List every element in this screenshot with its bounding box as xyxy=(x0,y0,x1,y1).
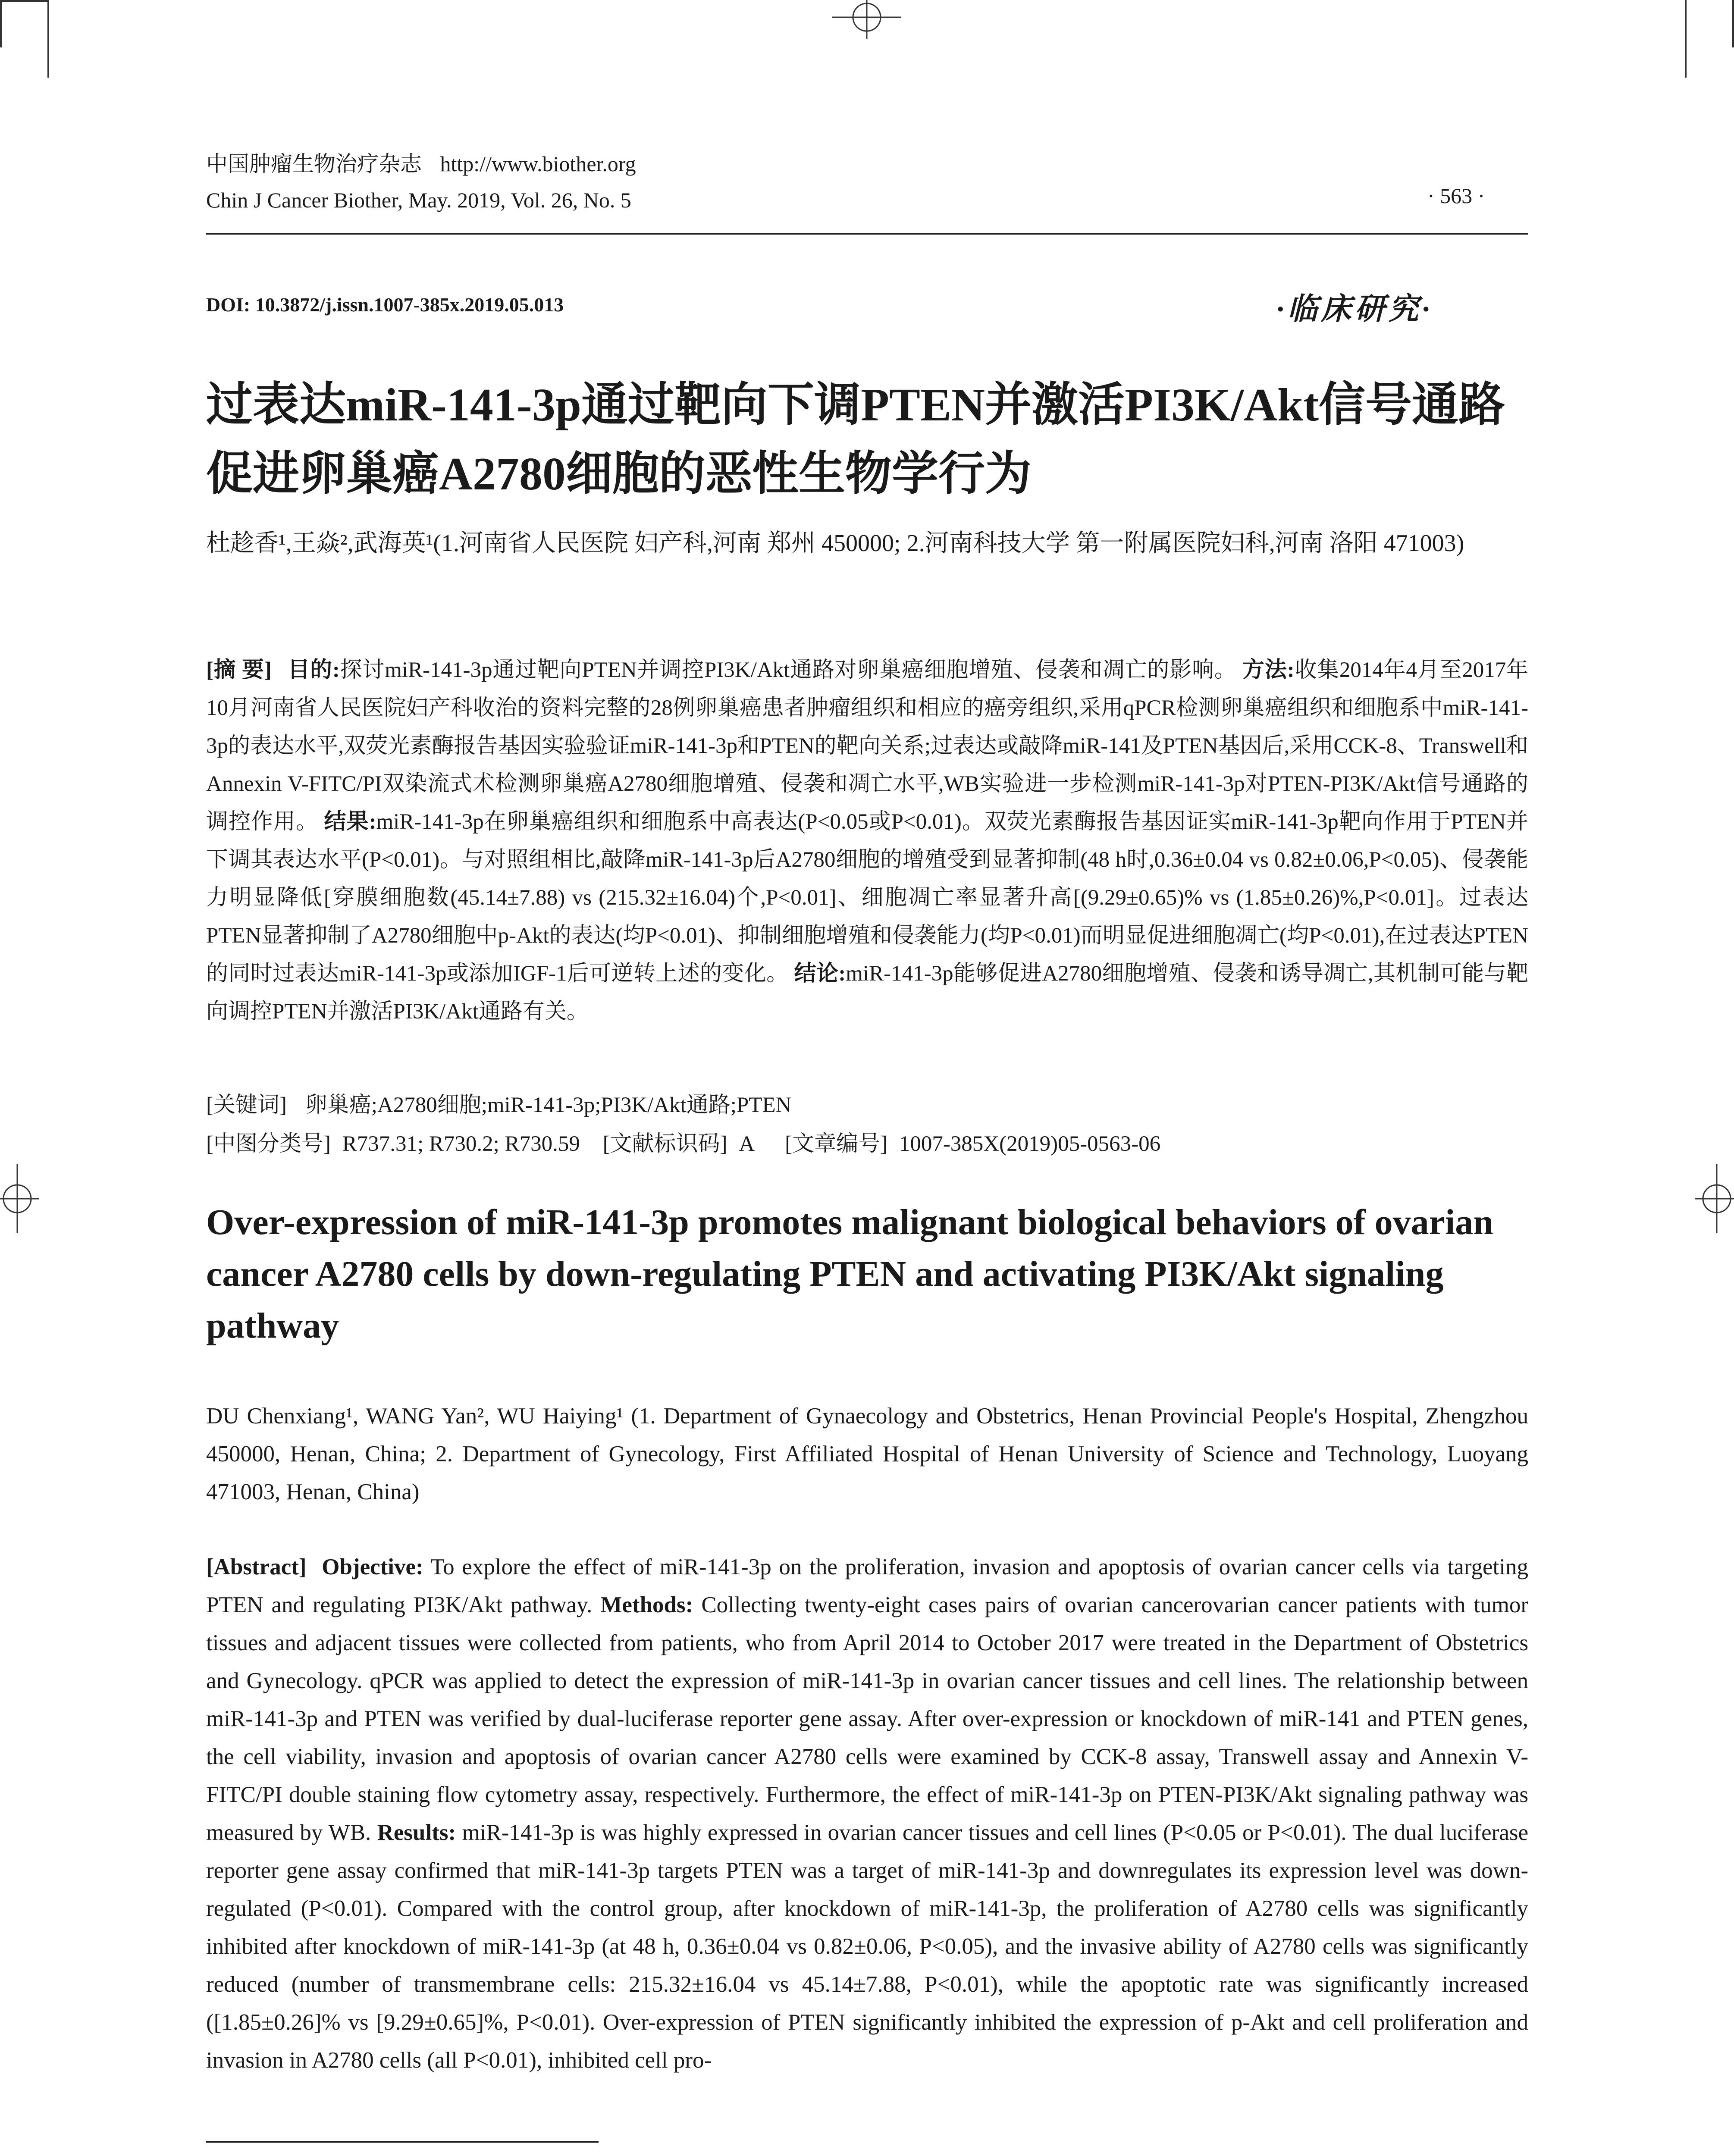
title-en: Over-expression of miR-141-3p promotes malignant biological behaviors of ovarian cancer A2780 cells by down-regulating PTEN and activating PI3K/Akt signaling pathway xyxy=(206,1202,1493,1346)
crop-mark xyxy=(1685,0,1687,78)
conclusion-label-cn: 结论: xyxy=(794,962,846,986)
article-number-label: [文章编号] xyxy=(785,1132,888,1156)
title-cn: 过表达miR-141-3p通过靶向下调PTEN并激活PI3K/Akt信号通路促进卵巢癌A2780细胞的恶性生物学行为 xyxy=(206,379,1505,500)
keywords-label: [关键词] xyxy=(206,1093,287,1117)
keywords-text: 卵巢癌;A2780细胞;miR-141-3p;PI3K/Akt通路;PTEN xyxy=(305,1093,792,1117)
registration-mark-top xyxy=(832,0,901,39)
journal-name-cn: 中国肿瘤生物治疗杂志 xyxy=(206,152,422,176)
running-header-cn xyxy=(206,147,636,178)
authors-en: DU Chenxiang¹, WANG Yan², WU Haiying¹ (1. Department of Gynaecology and Obstetrics, Henan Provincial People's Hospital, Zhengzhou 450000, Henan, China; 2. Department of Gynecology, First Affiliated Hospital of Henan University of Science and Technology, Luoyang 471003, Henan, China) xyxy=(206,1404,1528,1504)
methods-label-cn: 方法: xyxy=(1242,658,1295,682)
conclusion-cn: miR-141-3p能够促进A2780细胞增殖、侵袭和诱导凋亡,其机制可能与靶向调控PTEN并激活PI3K/Akt通路有关。 xyxy=(206,962,1529,1024)
doi[interactable]: DOI: 10.3872/j.issn.1007-385x.2019.05.013 xyxy=(206,294,564,316)
abstract-en-label: [Abstract] xyxy=(206,1554,307,1579)
abstract-en xyxy=(206,1548,1528,2079)
crop-mark xyxy=(47,0,49,78)
doc-code-label: [文献标识码] xyxy=(602,1132,727,1156)
results-label-en: Results: xyxy=(377,1820,456,1845)
doc-code-value: A xyxy=(739,1132,754,1156)
header-rule xyxy=(206,233,1528,235)
authors-cn: 杜趁香¹,王焱²,武海英¹(1.河南省人民医院 妇产科,河南 郑州 450000; 2.河南科技大学 第一附属医院妇科,河南 洛阳 471003) xyxy=(206,530,1464,557)
objective-en: To explore the effect of miR-141-3p on the proliferation, invasion and apoptosis of ovarian cancer cells via targeting PTEN and regulating PI3K/Akt pathway. xyxy=(206,1554,1529,1617)
clc-value: R737.31; R730.2; R730.59 xyxy=(342,1132,580,1156)
keywords xyxy=(206,1087,791,1119)
article-number-value: 1007-385X(2019)05-0563-06 xyxy=(899,1132,1161,1156)
abstract-cn-label: [摘 要] xyxy=(206,658,272,682)
methods-en: Collecting twenty-eight cases pairs of ovarian cancerovarian cancer patients with tumor tissues and adjacent tissues were collected from patients, who from April 2014 to October 2017 were treated in the Department of Obstetrics and Gynecology. qPCR was applied to detect the expression of miR-141-3p in ovarian cancer tissues and cell lines. The relationship between miR-141-3p and PTEN was verified by dual-luciferase reporter gene assay. After over-expression or knockdown of miR-141 and PTEN genes, the cell viability, invasion and apoptosis of ovarian cancer A2780 cells were examined by CCK-8 assay, Transwell assay and Annexin V-FITC/PI double staining flow cytometry assay, respectively. Furthermore, the effect of miR-141-3p on PTEN-PI3K/Akt signaling pathway was measured by WB. xyxy=(206,1592,1528,1845)
crop-mark xyxy=(0,0,47,2)
crop-mark xyxy=(0,0,2,47)
journal-url[interactable]: http://www.biother.org xyxy=(440,152,636,176)
results-label-cn: 结果: xyxy=(324,810,376,834)
objective-label-cn: 目的: xyxy=(288,658,340,682)
clc-label: [中图分类号] xyxy=(206,1132,331,1156)
section-label: ·临床研究· xyxy=(1276,293,1433,326)
crop-mark xyxy=(1732,0,1734,47)
abstract-cn xyxy=(206,651,1528,1031)
methods-label-en: Methods: xyxy=(600,1592,693,1617)
results-cn: miR-141-3p在卵巢癌组织和细胞系中高表达(P<0.05或P<0.01)。双荧光素酶报告基因证实miR-141-3p靶向作用于PTEN并下调其表达水平(P<0.01)。与对照组相比,敲降miR-141-3p后A2780细胞的增殖受到显著抑制(48 h时,0.36±0.04 vs 0.82±0.06,P<0.05)、侵袭能力明显降低[穿膜细胞数(45.14±7.88) vs (215.32±16.04)个,P<0.01]、细胞凋亡率显著升高[(9.29±0.65)% vs (1.85±0.26)%,P<0.01]。过表达PTEN显著抑制了A2780细胞中p-Akt的表达(均P<0.01)、抑制细胞增殖和侵袭能力(均P<0.01)而明显促进细胞凋亡(均P<0.01),在过表达PTEN的同时过表达miR-141-3p或添加IGF-1后可逆转上述的变化。 xyxy=(206,810,1528,986)
objective-cn: 探讨miR-141-3p通过靶向PTEN并调控PI3K/Akt通路对卵巢癌细胞增殖、侵袭和凋亡的影响。 xyxy=(339,658,1237,682)
results-en: miR-141-3p is was highly expressed in ovarian cancer tissues and cell lines (P<0.05 or P<0.01). The dual luciferase reporter gene assay confirmed that miR-141-3p targets PTEN was a target of miR-141-3p and downregulates its expression level was down-regulated (P<0.01). Compared with the control group, after knockdown of miR-141-3p, the proliferation of A2780 cells was significantly inhibited after knockdown of miR-141-3p (at 48 h, 0.36±0.04 vs 0.82±0.06, P<0.05), and the invasive ability of A2780 cells was significantly reduced (number of transmembrane cells: 215.32±16.04 vs 45.14±7.88, P<0.01), while the apoptotic rate was significantly increased ([1.85±0.26]% vs [9.29±0.65]%, P<0.01). Over-expression of PTEN significantly inhibited the expression of p-Akt and cell proliferation and invasion in A2780 cells (all P<0.01), inhibited cell pro- xyxy=(206,1820,1529,2073)
page-number: · 563 · xyxy=(1427,184,1485,208)
footnote-rule xyxy=(206,2141,599,2143)
registration-mark-right xyxy=(1695,1164,1734,1233)
running-header-en: Chin J Cancer Biother, May. 2019, Vol. 26, No. 5 xyxy=(206,188,631,212)
objective-label-en: Objective: xyxy=(322,1554,423,1579)
classification xyxy=(206,1125,1160,1157)
registration-mark-left xyxy=(0,1164,39,1233)
methods-cn: 收集2014年4月至2017年10月河南省人民医院妇产科收治的资料完整的28例卵巢癌患者肿瘤组织和相应的癌旁组织,采用qPCR检测卵巢癌组织和细胞系中miR-141-3p的表达水平,双荧光素酶报告基因实验验证miR-141-3p和PTEN的靶向关系;过表达或敲降miR-141及PTEN基因后,采用CCK-8、Transwell和Annexin V-FITC/PI双染流式术检测卵巢癌A2780细胞增殖、侵袭和凋亡水平,WB实验进一步检测miR-141-3p对PTEN-PI3K/Akt信号通路的调控作用。 xyxy=(206,658,1529,834)
